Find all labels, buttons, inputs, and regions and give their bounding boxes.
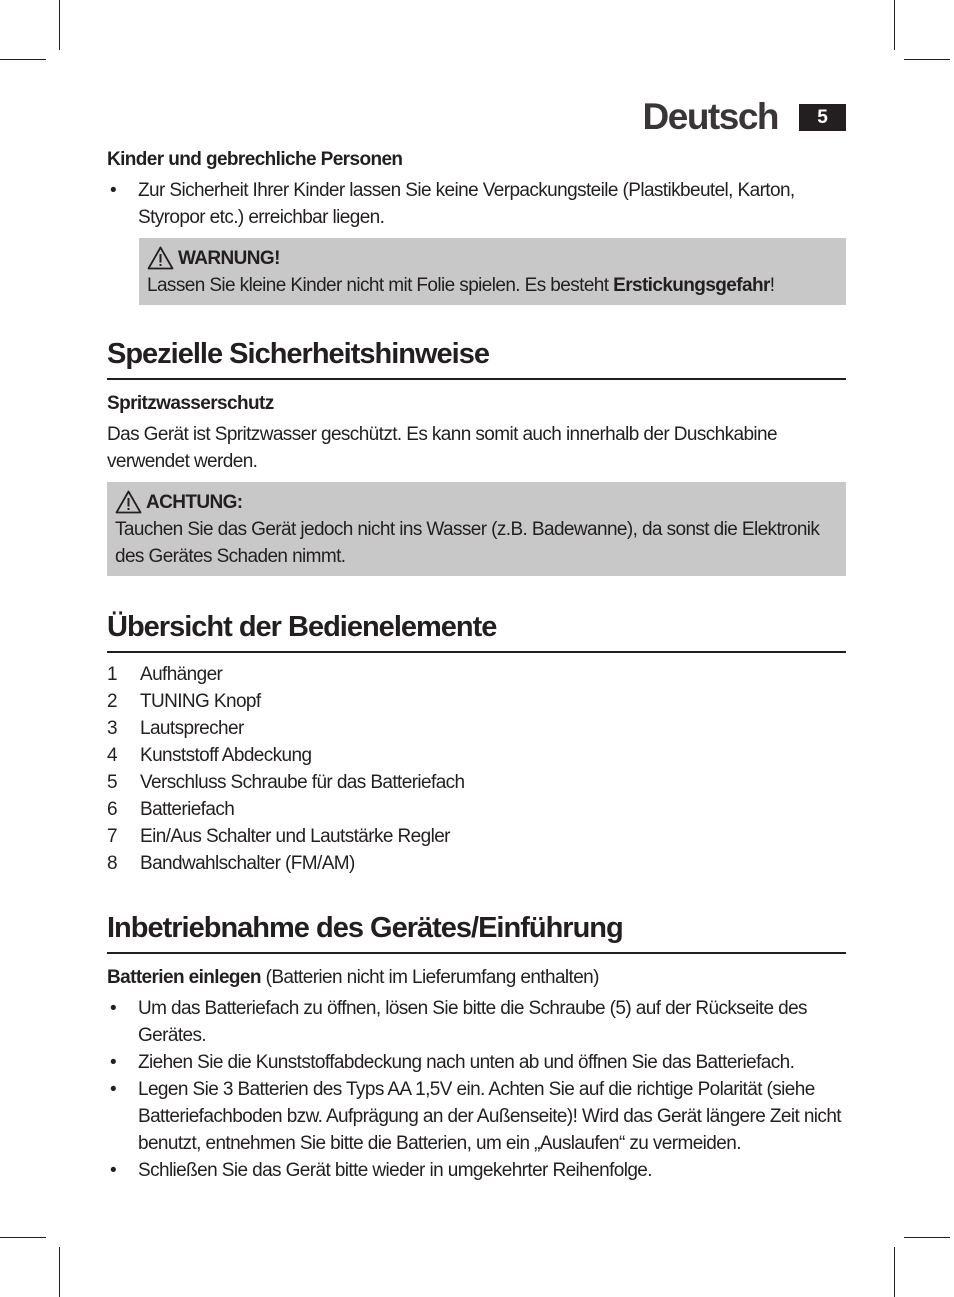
controls-list	[107, 661, 846, 877]
list-item: 1 Aufhänger	[107, 664, 223, 685]
warning-text: Lassen Sie kleine Kinder nicht mit Folie spielen. Es besteht Erstickungsgefahr!	[147, 275, 775, 296]
crop-mark	[59, 0, 60, 50]
bullet-icon: •	[110, 1079, 117, 1100]
caution-header	[115, 488, 838, 516]
crop-mark	[0, 1237, 46, 1238]
bullet-icon: •	[110, 998, 117, 1019]
warning-emphasis: Erstickungsgefahr	[613, 275, 770, 296]
list-item: 3 Lautsprecher	[107, 718, 244, 739]
list-item: • Schließen Sie das Gerät bitte wieder in umgekehrter Reihenfolge.	[107, 1157, 846, 1184]
list-item: 7 Ein/Aus Schalter und Lautstärke Regler	[107, 826, 450, 847]
list-item: 5 Verschluss Schraube für das Batteriefach	[107, 772, 465, 793]
caution-box	[107, 482, 846, 576]
page-number-badge: 5	[799, 104, 846, 131]
list-item: 2 TUNING Knopf	[107, 691, 261, 712]
warning-triangle-icon	[147, 246, 174, 270]
crop-mark	[894, 0, 895, 50]
page-content	[107, 146, 846, 1184]
list-item: • Ziehen Sie die Kunststoffabdeckung nach unten ab und öffnen Sie das Batteriefach.	[107, 1049, 846, 1076]
safety-paragraph: Das Gerät ist Spritzwasser geschützt. Es kann somit auch innerhalb der Duschkabine verwendet werden.	[107, 424, 777, 472]
list-item: 8 Bandwahlschalter (FM/AM)	[107, 853, 355, 874]
caution-text: Tauchen Sie das Gerät jedoch nicht ins Wasser (z.B. Badewanne), da sonst die Elektronik des Gerätes Schaden nimmt.	[115, 519, 820, 567]
setup-bullets	[107, 995, 846, 1184]
bullet-icon: •	[110, 1160, 117, 1181]
warning-header	[147, 244, 838, 272]
setup-heading: Inbetriebnahme des Gerätes/Einführung	[107, 910, 846, 954]
crop-mark	[0, 59, 46, 60]
crop-mark	[894, 1247, 895, 1297]
caution-title: ACHTUNG:	[146, 491, 243, 513]
warning-triangle-icon	[115, 490, 142, 514]
language-title: Deutsch	[642, 96, 778, 137]
warning-box	[139, 238, 846, 305]
setup-subheading: Batterien einlegen (Batterien nicht im Lieferumfang enthalten)	[107, 967, 599, 988]
crop-mark	[904, 1237, 950, 1238]
children-bullets	[107, 177, 846, 231]
warning-title: WARNUNG!	[178, 247, 280, 269]
list-item: • Um das Batteriefach zu öffnen, lösen Sie bitte die Schraube (5) auf der Rückseite des Gerätes.	[107, 995, 846, 1049]
controls-heading: Übersicht der Bedienelemente	[107, 609, 846, 653]
bullet-text: Zur Sicherheit Ihrer Kinder lassen Sie keine Verpackungsteile (Plastikbeutel, Karton, Styropor etc.) erreichbar liegen.	[138, 180, 795, 228]
bullet-icon: •	[110, 1052, 117, 1073]
safety-subheading: Spritzwasserschutz	[107, 393, 274, 414]
list-item: 4 Kunststoff Abdeckung	[107, 745, 312, 766]
list-item: • Legen Sie 3 Batterien des Typs AA 1,5V ein. Achten Sie auf die richtige Polarität (siehe Batteriefachboden bzw. Aufprägung an der Außenseite)! Wird das Gerät längere Zeit nicht benutzt, entnehmen Sie bitte die Batterien, um ein „Auslaufen“ zu vermeiden.	[107, 1076, 846, 1157]
list-item: 6 Batteriefach	[107, 799, 235, 820]
bullet-icon: •	[110, 180, 117, 201]
crop-mark	[59, 1247, 60, 1297]
crop-mark	[904, 59, 950, 60]
list-item	[107, 177, 846, 231]
children-heading: Kinder und gebrechliche Personen	[107, 149, 403, 170]
safety-heading: Spezielle Sicherheitshinweise	[107, 336, 846, 380]
